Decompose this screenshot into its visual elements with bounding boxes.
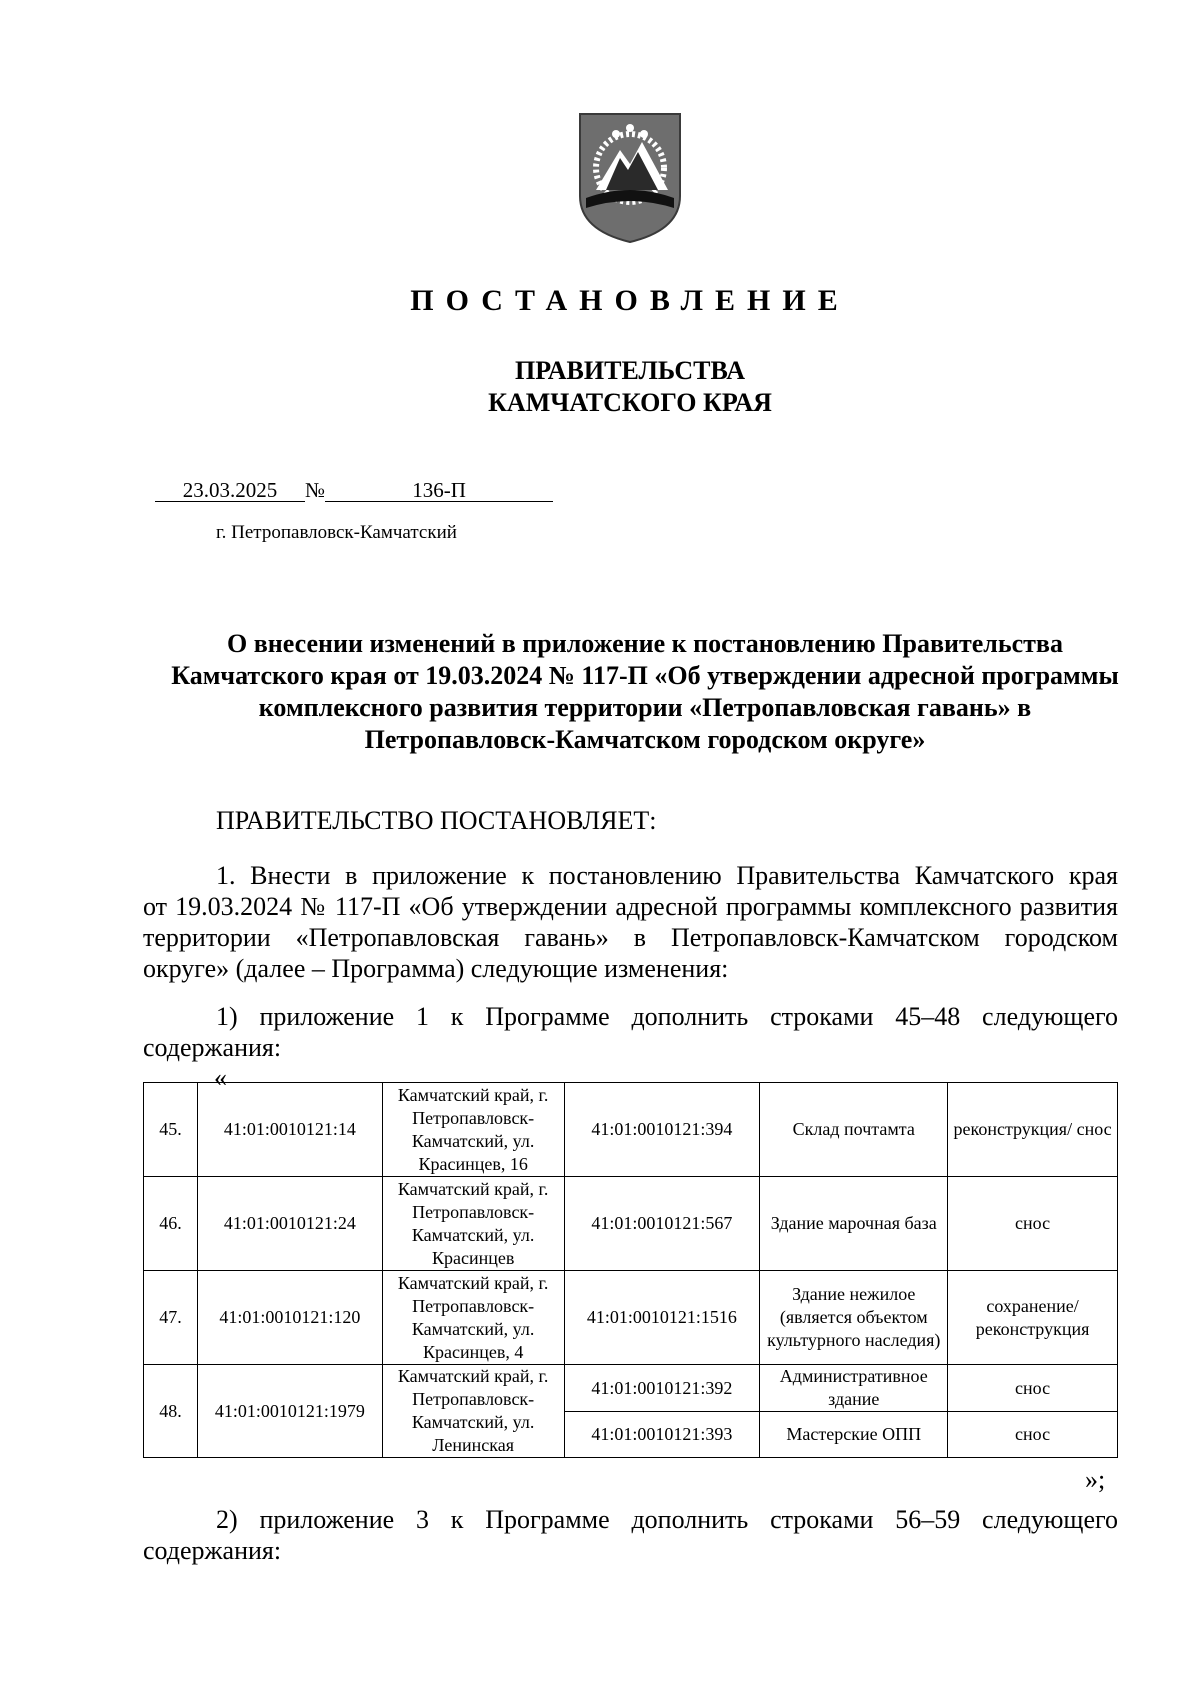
document-type-title: ПОСТАНОВЛЕНИЕ (410, 284, 850, 317)
planned-action: снос (948, 1365, 1118, 1412)
building-name: Административное здание (760, 1365, 948, 1412)
address: Камчатский край, г. Петропавловск-Камчатский, ул. Ленинская (382, 1365, 564, 1458)
planned-action: сохранение/реконструкция (948, 1271, 1118, 1365)
planned-action: снос (948, 1412, 1118, 1458)
parcel-number: 41:01:0010121:14 (197, 1083, 382, 1177)
building-name: Здание марочная база (760, 1177, 948, 1271)
document-date: 23.03.2025 (155, 479, 305, 502)
row-number: 47. (144, 1271, 198, 1365)
item-1-first-line: 1) приложение 1 к Программе дополнить строками 45–48 следующего (216, 1002, 1118, 1031)
building-number: 41:01:0010121:567 (564, 1177, 760, 1271)
table-row (144, 1365, 1118, 1412)
address: Камчатский край, г. Петропавловск-Камчатский, ул. Красинцев, 4 (382, 1271, 564, 1365)
building-number: 41:01:0010121:393 (564, 1412, 760, 1458)
paragraph-1-text: от 19.03.2024 № 117-П «Об утверждении адресной программы комплексного развития территории «Петропавловская гавань» в Петропавловск-Камчатском городском округе» (далее – Программа) следующие изменения: (143, 892, 1118, 983)
building-number: 41:01:0010121:392 (564, 1365, 760, 1412)
parcel-number: 41:01:0010121:24 (197, 1177, 382, 1271)
resolves-heading: ПРАВИТЕЛЬСТВО ПОСТАНОВЛЯЕТ: (216, 806, 657, 835)
paragraph-1 (143, 860, 1118, 984)
paragraph-1-first-line: 1. Внести в приложение к постановлению Правительства Камчатского края (216, 861, 1118, 890)
table-row (144, 1083, 1118, 1177)
building-number: 41:01:0010121:1516 (564, 1271, 760, 1365)
row-number: 45. (144, 1083, 198, 1177)
date-number-line (155, 478, 553, 503)
row-number: 48. (144, 1365, 198, 1458)
org-line-2: КАМЧАТСКОГО КРАЯ (488, 388, 772, 417)
building-name: Здание нежилое (является объектом культурного наследия) (760, 1271, 948, 1365)
item-2-first-line: 2) приложение 3 к Программе дополнить строками 56–59 следующего (216, 1505, 1118, 1534)
address: Камчатский край, г. Петропавловск-Камчатский, ул. Красинцев, 16 (382, 1083, 564, 1177)
table-row (144, 1177, 1118, 1271)
item-1 (143, 1001, 1118, 1063)
item-2 (143, 1504, 1118, 1566)
document-number: 136-П (325, 479, 553, 502)
table-row (144, 1271, 1118, 1365)
item-1-second-line: содержания: (143, 1033, 282, 1062)
building-name: Склад почтамта (760, 1083, 948, 1177)
item-2-second-line: содержания: (143, 1536, 282, 1565)
opening-quote: « (214, 1063, 227, 1092)
city-line: г. Петропавловск-Камчатский (216, 522, 457, 543)
org-line-1: ПРАВИТЕЛЬСТВА (515, 356, 745, 385)
row-number: 46. (144, 1177, 198, 1271)
parcel-number: 41:01:0010121:120 (197, 1271, 382, 1365)
closing-quote: »; (1085, 1465, 1106, 1494)
number-sign: № (305, 478, 326, 502)
issuing-organization (0, 355, 1200, 419)
program-table (143, 1082, 1118, 1458)
parcel-number: 41:01:0010121:1979 (197, 1365, 382, 1458)
planned-action: снос (948, 1177, 1118, 1271)
planned-action: реконструкция/ снос (948, 1083, 1118, 1177)
coat-of-arms-emblem (576, 112, 684, 244)
building-number: 41:01:0010121:394 (564, 1083, 760, 1177)
building-name: Мастерские ОПП (760, 1412, 948, 1458)
address: Камчатский край, г. Петропавловск-Камчатский, ул. Красинцев (382, 1177, 564, 1271)
document-subject: О внесении изменений в приложение к постановлению Правительства Камчатского края от 19.03.2024 № 117-П «Об утверждении адресной программы комплексного развития территории «Петропавловская гавань» в Петропавловск-Камчатском городском округе» (171, 629, 1119, 754)
